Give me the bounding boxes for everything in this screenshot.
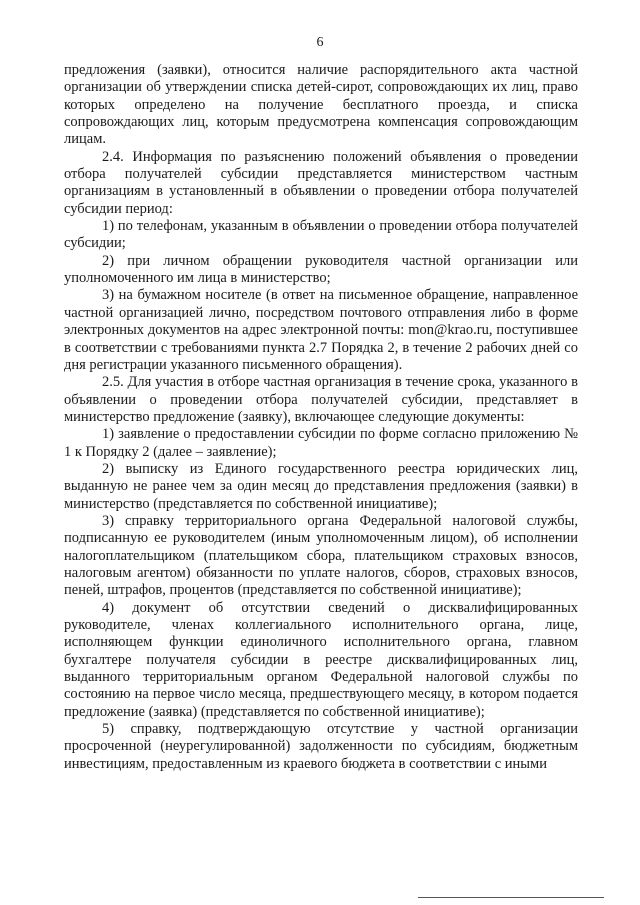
- document-body: [64, 62, 578, 773]
- paragraph-item-paper: 3) на бумажном носителе (в ответ на письменное обращение, направленное частной организацией лично, посредством почтового отправления либо в форме электронных документов на адрес электронной почты: mon@krao.ru, поступившее в соответствии с требованиями пункта 2.7 Порядка 2, в течение 2 рабочих дней со дня регистрации указанного письменного обращения).: [64, 287, 578, 373]
- paragraph-item-debt-certificate: 5) справку, подтверждающую отсутствие у частной организации просроченной (неурегулированной) задолженности по субсидиям, бюджетным инвестициям, предоставленным из краевого бюджета в соответствии с иными: [64, 721, 578, 772]
- paragraph-continuation: предложения (заявки), относится наличие распорядительного акта частной организации об утверждении списка детей-сирот, сопровождающих их лиц, право которых определено на получение бесплатного проезда, и списка сопровождающих лиц, которым предусмотрена компенсация сопровождающим лицам.: [64, 62, 578, 148]
- paragraph-item-disqualification: 4) документ об отсутствии сведений о дисквалифицированных руководителе, членах коллегиального исполнительного органа, лице, исполняющем функции единоличного исполнительного органа, главном бухгалтере получателя субсидии в реестре дисквалифицированных лиц, выданного территориальным органом Федеральной налоговой службы по состоянию на первое число месяца, предшествующего месяцу, в котором подается предложение (заявка) (представляется по собственной инициативе);: [64, 599, 578, 720]
- paragraph-item-tax-certificate: 3) справку территориального органа Федеральной налоговой службы, подписанную ее руководителем (иным уполномоченным лицом), об исполнении налогоплательщиком (плательщиком сбора, плательщиком страховых взносов, налоговым агентом) обязанности по уплате налогов, сборов, страховых взносов, пеней, штрафов, процентов (представляется по собственной инициативе);: [64, 512, 578, 599]
- bottom-rule: [418, 897, 604, 898]
- paragraph-item-personal-visit: 2) при личном обращении руководителя частной организации или уполномоченного им лица в министерство;: [64, 252, 578, 287]
- page-number: 6: [316, 35, 324, 50]
- paragraph-section-2-5: 2.5. Для участия в отборе частная организация в течение срока, указанного в объявлении о проведении отбора получателей субсидии, представляет в министерство предложение (заявку), включающее следующие документы:: [64, 374, 578, 425]
- paragraph-item-phone: 1) по телефонам, указанным в объявлении о проведении отбора получателей субсидии;: [64, 218, 578, 252]
- paragraph-item-register-extract: 2) выписку из Единого государственного реестра юридических лиц, выданную не ранее чем за один месяц до представления предложения (заявки) в министерство (представляется по собственной инициативе);: [64, 460, 578, 512]
- paragraph-section-2-4: 2.4. Информация по разъяснению положений объявления о проведении отбора получателей субсидии представляется министерством частным организациям в установленный в объявлении о проведении отбора получателей субсидии период:: [64, 148, 578, 217]
- paragraph-item-application: 1) заявление о предоставлении субсидии по форме согласно приложению № 1 к Порядку 2 (далее – заявление);: [64, 426, 578, 460]
